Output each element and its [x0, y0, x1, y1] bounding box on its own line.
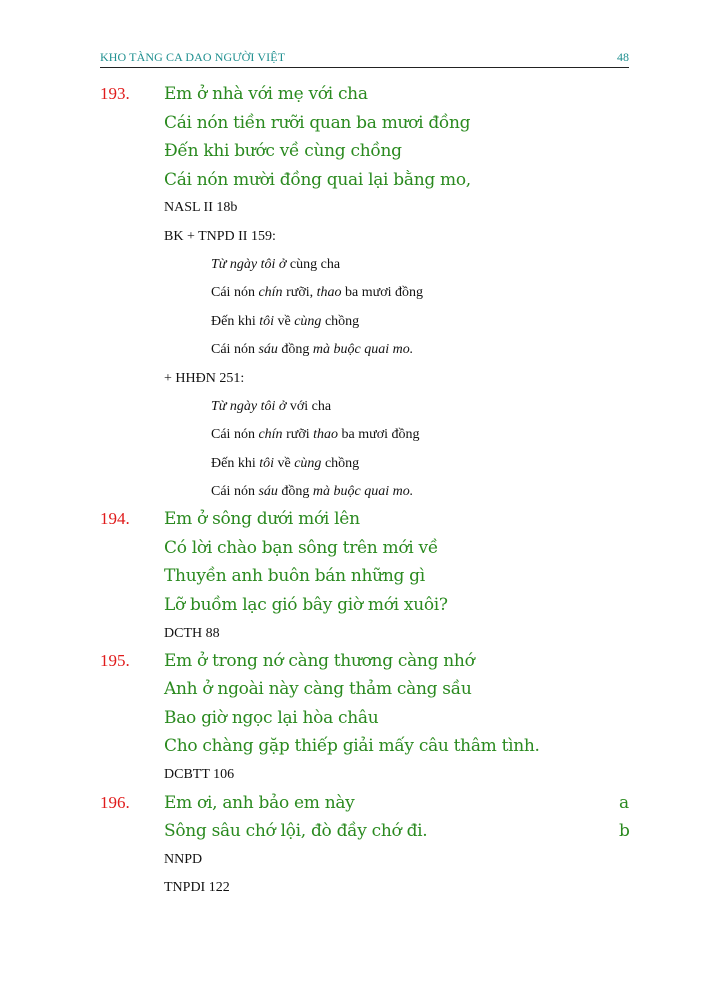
variant-emphasis: mà buộc quai mo.	[312, 342, 414, 357]
verse-line: Có lời chào bạn sông trên mới về	[164, 538, 438, 558]
entry-number: 193.	[100, 84, 130, 103]
variant-emphasis: tôi	[259, 456, 274, 471]
entry-number: 196.	[100, 793, 130, 812]
variant-emphasis: sáu	[258, 342, 278, 357]
source-ref: DCBTT 106	[164, 767, 235, 782]
variant-text: Cái nón	[211, 342, 259, 357]
variant-emphasis: sáu	[258, 484, 278, 499]
verse-line: Em ở nhà với mẹ với cha	[164, 84, 368, 104]
variant-text: Đến khi	[211, 456, 260, 471]
verse-line: Sông sâu chớ lội, đò đầy chớ đi.	[164, 821, 428, 841]
verse-line: Lỡ buồm lạc gió bây giờ mới xuôi?	[164, 595, 448, 615]
variant-emphasis: chín	[258, 285, 283, 300]
source-ref: + HHĐN 251:	[164, 371, 245, 386]
verse-line: Bao giờ ngọc lại hòa châu	[164, 708, 379, 728]
source-ref: NASL II 18b	[164, 200, 238, 215]
variant-emphasis: tôi	[259, 314, 274, 329]
variant-line	[211, 484, 413, 500]
entry-number: 194.	[100, 509, 130, 528]
variant-emphasis: thao	[313, 427, 338, 442]
variant-text: cùng cha	[286, 257, 341, 272]
variant-line	[211, 257, 340, 273]
verse-line: Em ở trong nớ càng thương càng nhớ	[164, 651, 475, 671]
page-header	[100, 50, 629, 68]
rhyme-mark: b	[619, 821, 630, 841]
variant-emphasis: chín	[258, 427, 283, 442]
verse-line: Đến khi bước về cùng chồng	[164, 141, 402, 161]
variant-text: về	[274, 456, 295, 471]
variant-text: về	[274, 314, 295, 329]
variant-text: ba mươi đồng	[341, 285, 423, 300]
variant-emphasis: Từ ngày tôi ở	[211, 399, 287, 414]
variant-text: Cái nón	[211, 484, 259, 499]
variant-emphasis: cùng	[294, 314, 322, 329]
variant-text: Cái nón	[211, 285, 259, 300]
book-title: KHO TÀNG CA DAO NGƯỜI VIỆT	[100, 50, 286, 64]
verse-line: Thuyền anh buôn bán những gì	[164, 566, 425, 586]
entry-number: 195.	[100, 651, 130, 670]
verse-line: Cái nón tiền rưỡi quan ba mươi đồng	[164, 113, 471, 133]
verse-line: Anh ở ngoài này càng thảm càng sầu	[164, 679, 472, 699]
variant-text: với cha	[286, 399, 332, 414]
variant-text: chồng	[321, 314, 360, 329]
source-ref: NNPD	[164, 852, 203, 867]
verse-line: Cho chàng gặp thiếp giải mấy câu thâm tình.	[164, 736, 540, 756]
variant-line	[211, 427, 419, 443]
variant-emphasis: Từ ngày tôi ở	[211, 257, 287, 272]
verse-line: Em ơi, anh bảo em này	[164, 793, 355, 813]
source-ref: BK + TNPD II 159:	[164, 229, 276, 244]
page-number: 48	[617, 50, 629, 64]
source-ref: DCTH 88	[164, 626, 220, 641]
variant-text: Cái nón	[211, 427, 259, 442]
rhyme-mark: a	[619, 793, 630, 813]
variant-text: Đến khi	[211, 314, 260, 329]
variant-text: ba mươi đồng	[338, 427, 420, 442]
verse-line: Cái nón mười đồng quai lại bằng mo,	[164, 170, 471, 190]
variant-line	[211, 342, 413, 358]
variant-emphasis: mà buộc quai mo.	[312, 484, 414, 499]
source-ref: TNPDI 122	[164, 880, 230, 895]
variant-emphasis: cùng	[294, 456, 322, 471]
variant-text: rưỡi	[282, 427, 314, 442]
variant-emphasis: thao	[316, 285, 342, 300]
variant-text: đồng	[277, 342, 313, 357]
variant-line	[211, 456, 359, 472]
variant-text: rưỡi,	[282, 285, 317, 300]
verse-line: Em ở sông dưới mới lên	[164, 509, 360, 529]
variant-line	[211, 399, 331, 415]
variant-line	[211, 285, 423, 301]
variant-line	[211, 314, 359, 330]
variant-text: đồng	[277, 484, 313, 499]
variant-text: chồng	[321, 456, 360, 471]
